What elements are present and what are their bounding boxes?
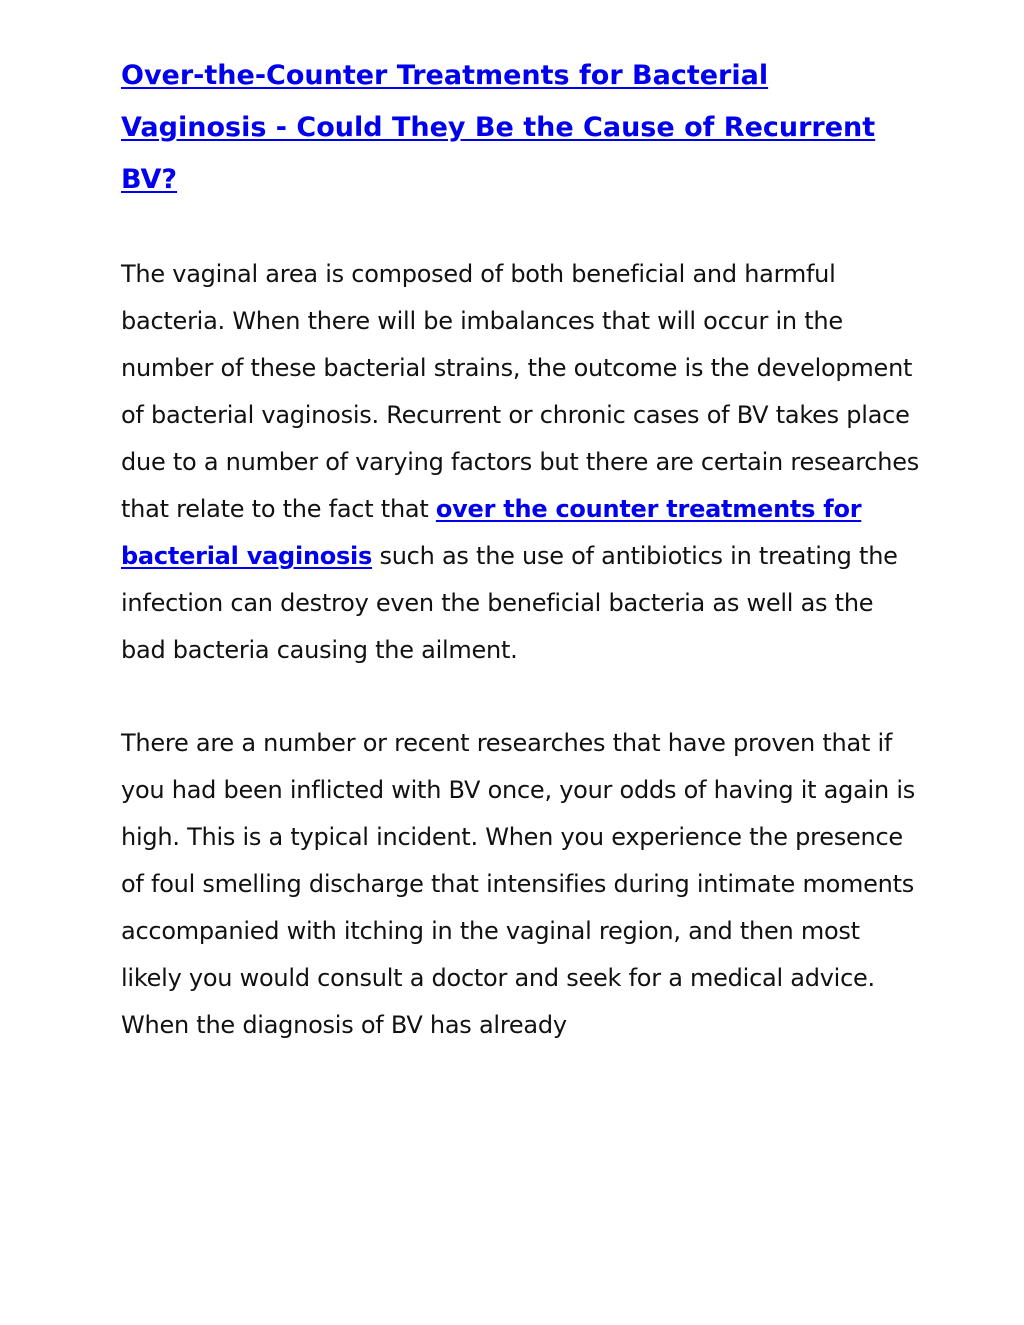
paragraph-1-text-after: such as the use of antibiotics in treating the infection can destroy even the beneficial bacteria as well as the bad bacteria causing the ailment. — [121, 542, 898, 664]
document-body — [121, 50, 921, 1049]
paragraph-2: There are a number or recent researches that have proven that if you had been inflicted with BV once, your odds of having it again is high. This is a typical incident. When you experience the presence of foul smelling discharge that intensifies during intimate moments accompanied with itching in the vaginal region, and then most likely you would consult a doctor and seek for a medical advice. When the diagnosis of BV has already — [121, 729, 915, 1039]
title-link[interactable]: Over-the-Counter Treatments for Bacterial Vaginosis - Could They Be the Cause of Recurrent BV? — [121, 60, 876, 195]
paragraph-1-text-before: The vaginal area is composed of both beneficial and harmful bacteria. When there will be imbalances that will occur in the number of these bacterial strains, the outcome is the development of bacterial vaginosis. Recurrent or chronic cases of BV takes place due to a number of varying factors but there are certain researches that relate to the fact that — [121, 260, 919, 523]
inline-link-otc-treatments[interactable]: over the counter treatments for bacterial vaginosis — [121, 495, 862, 570]
paragraph-1 — [121, 251, 921, 674]
page-title — [121, 50, 921, 206]
